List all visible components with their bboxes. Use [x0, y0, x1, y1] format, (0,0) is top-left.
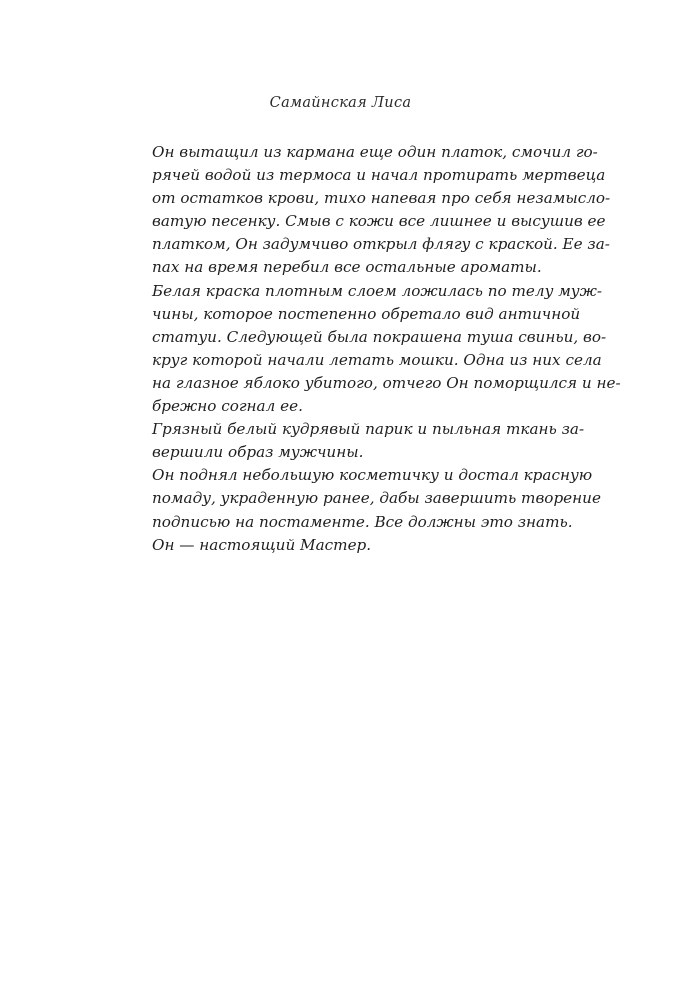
running-header-title: Самайнская Лиса	[269, 95, 412, 111]
text-line: статуи. Следующей была покрашена туша свиньи, во-	[152, 327, 607, 346]
text-line: Он вытащил из кармана еще один платок, смочил го-	[152, 143, 598, 161]
text-line: круг которой начали летать мошки. Одна из них села	[152, 350, 602, 369]
body-text	[152, 141, 621, 557]
text-line: Белая краска плотным слоем ложилась по телу муж-	[152, 281, 603, 300]
paragraph	[152, 464, 601, 533]
text-line: платком, Он задумчиво открыл флягу с краской. Ее за-	[152, 235, 610, 254]
text-line: Он — настоящий Мастер.	[152, 535, 372, 554]
text-line: рячей водой из термоса и начал протирать мертвеца	[152, 166, 606, 185]
text-line: чины, которое постепенно обретало вид античной	[152, 304, 581, 323]
text-line: пах на время перебил все остальные ароматы.	[152, 258, 542, 277]
text-line: вершили образ мужчины.	[152, 443, 364, 462]
text-line: помаду, украденную ранее, дабы завершить творение	[152, 489, 601, 508]
paragraph	[152, 534, 522, 557]
paragraph	[152, 280, 621, 419]
text-line: от остатков крови, тихо напевая про себя незамысло-	[152, 189, 611, 208]
text-line: ватую песенку. Смыв с кожи все лишнее и высушив ее	[152, 212, 606, 231]
text-line: Он поднял небольшую косметичку и достал красную	[152, 466, 593, 485]
text-line: подписью на постаменте. Все должны это знать.	[152, 512, 573, 531]
text-line: брежно согнал ее.	[152, 397, 303, 416]
text-line: на глазное яблоко убитого, отчего Он поморщился и не-	[152, 373, 621, 392]
paragraph	[152, 141, 611, 280]
text-line: Грязный белый кудрявый парик и пыльная ткань за-	[152, 420, 585, 439]
paragraph	[152, 418, 585, 464]
